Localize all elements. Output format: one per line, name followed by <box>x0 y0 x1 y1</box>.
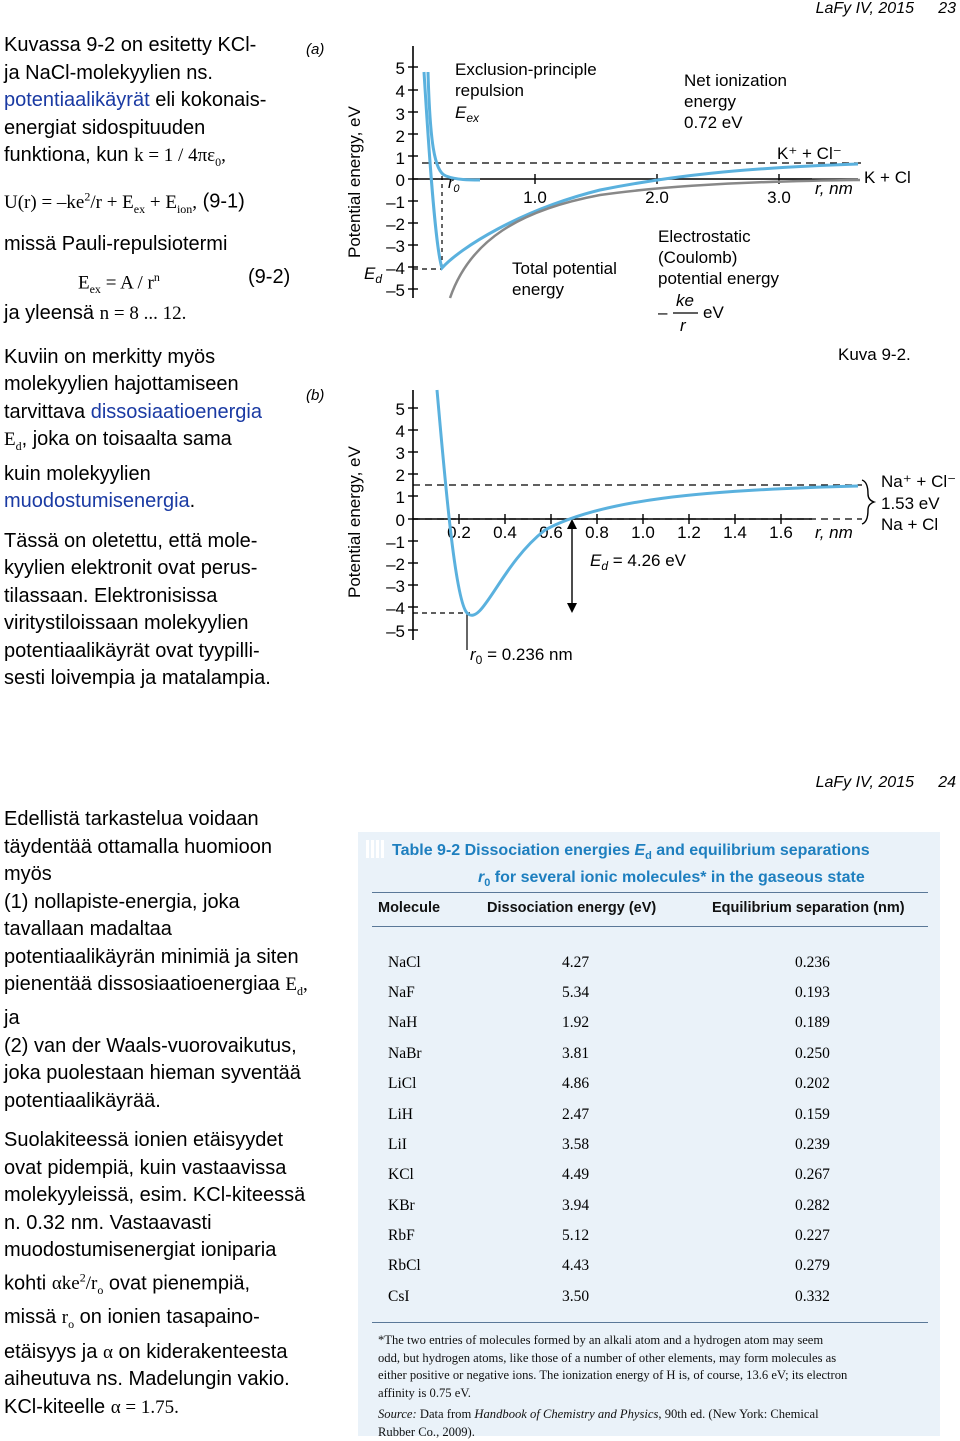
table-footnote: *The two entries of molecules formed by an alkali atom and a hydrogen atom may seem odd, but hydrogen atoms, like those of a number of other elements, may form molecules as either positive or negative ions. The ionization energy of H is, of course, 13.6 eV; its electron affinity is 0.75 eV. <box>378 1333 848 1400</box>
figure-caption: Kuva 9-2. <box>838 345 911 364</box>
title-decoration <box>366 840 386 863</box>
s2-line: n. 0.32 nm. Vastaavasti <box>4 1211 212 1234</box>
s2-line: joka puolestaan hieman syventää <box>4 1062 301 1085</box>
svg-text:energy: energy <box>512 280 564 299</box>
table-source: Source: Data from Handbook of Chemistry and Physics, 90th ed. (New York: Chemical Rubber Co., 2009). <box>378 1407 819 1439</box>
brace <box>862 480 874 524</box>
s2-line: missä $r_o$ on ionien tasapaino- <box>4 1306 260 1332</box>
b-ytick: 2 <box>395 466 405 485</box>
s2-line: tavallaan madaltaa <box>4 918 172 940</box>
equation-number-9-1: (9-1) <box>202 190 245 213</box>
nacl-potential-curve <box>437 390 858 615</box>
a-ytick: 0 <box>395 171 405 190</box>
svg-text:energy: energy <box>684 92 736 111</box>
p3-line4: $E_d$, joka on toisaalta sama <box>4 428 232 454</box>
svg-text:Eex: $E_{ex}$ <box>455 103 480 125</box>
svg-text:eV: eV <box>703 303 724 322</box>
panel-a-xunit: r, nm <box>815 179 853 198</box>
header-title: LaFy IV, 2015 <box>815 774 914 791</box>
page-number: 24 <box>938 774 956 791</box>
p1-line1: Kuvassa 9-2 on esitetty KCl- <box>4 34 257 56</box>
p1-line3: potentiaalikäyrät eli kokonais- <box>4 89 267 111</box>
s2-line: potentiaalikäyrän minimiä ja siten <box>4 945 299 968</box>
exclusion-annotation <box>455 60 597 125</box>
b-xtick: 0.2 <box>447 523 471 542</box>
b-ytick: –2 <box>386 555 405 574</box>
p4-line5: potentiaalikäyrät ovat tyypilli- <box>4 639 260 662</box>
table-rule-bottom <box>372 1322 928 1323</box>
s2-line: ja <box>4 1007 20 1030</box>
p4-line1: Tässä on oletettu, että mole- <box>4 529 258 552</box>
a-ytick: 5 <box>395 59 405 78</box>
svg-text:Total potential: Total potential <box>512 259 617 278</box>
total-potential-annotation <box>512 259 617 299</box>
p4-line3: tilassaan. Elektronisissa <box>4 584 218 607</box>
gap-label: 1.53 eV <box>881 494 940 513</box>
b-ytick: 4 <box>395 422 405 441</box>
p4-line2: kyylien elektronit ovat perus- <box>4 557 258 580</box>
b-xtick: 0.6 <box>539 523 563 542</box>
table-rule-top <box>372 892 928 893</box>
formation-energy-term: muodostumisenergia <box>4 490 190 513</box>
p3-line6: muodostumisenergia. <box>4 490 196 513</box>
a-ytick: –5 <box>386 281 405 300</box>
b-ytick: –4 <box>386 599 405 618</box>
s2-line: täydentää ottamalla huomioon <box>4 835 272 858</box>
b-xtick: 1.2 <box>677 523 701 542</box>
p3-line1: Kuviin on merkitty myös <box>4 345 216 368</box>
svg-text:(Coulomb): (Coulomb) <box>658 248 738 267</box>
slide-header <box>816 774 960 792</box>
p4-line6: sesti loivempia ja matalampia. <box>4 667 271 690</box>
p1-line4: energiat sidospituuden <box>4 116 206 139</box>
b-ytick: 3 <box>395 444 405 463</box>
s2-line: (1) nollapiste-energia, joka <box>4 890 240 913</box>
s2-line: pienentää dissosiaatioenergiaa $E_d$, <box>4 973 308 998</box>
dissociation-energy-term: dissosiaatioenergia <box>90 400 262 423</box>
p3-line5: kuin molekyylien <box>4 462 151 485</box>
page-number: 23 <box>938 0 956 17</box>
panel-b-yticks <box>386 400 405 641</box>
kcl-atoms-label: K + Cl <box>864 168 911 187</box>
b-xtick: 0.8 <box>585 523 609 542</box>
panel-a-label: (a) <box>306 41 325 58</box>
equation-number-9-2: (9-2) <box>248 266 291 289</box>
s2-line: potentiaalikäyrää. <box>4 1089 161 1112</box>
a-xtick: 3.0 <box>767 188 791 207</box>
svg-text:Exclusion-principle: Exclusion-principle <box>455 60 597 79</box>
p3-line2: molekyylien hajottamiseen <box>4 373 239 396</box>
a-ed-label: $E_d$ <box>364 264 383 286</box>
s2-line: ovat pidempiä, kuin vastaavissa <box>4 1156 287 1179</box>
a-xtick: 2.0 <box>645 188 669 207</box>
b-xtick: 1.0 <box>631 523 655 542</box>
s2-line: molekyyleissä, esim. KCl-kiteessä <box>4 1184 306 1207</box>
b-ytick: –1 <box>386 533 405 552</box>
svg-text:r: r <box>680 316 686 335</box>
s2-line: Edellistä tarkastelua voidaan <box>4 808 259 830</box>
table-title: Table 9-2 Dissociation energies $E_d$ and equilibrium separations $r_0$ for several ionic molecules* in the gaseous state <box>392 842 870 890</box>
nacl-ions-label: Na⁺ + Cl⁻ <box>881 472 957 491</box>
s2-line: Suolakiteessä ionien etäisyydet <box>4 1129 284 1152</box>
p2-line1: missä Pauli-repulsiotermi <box>4 232 228 255</box>
net-ionization-annotation <box>684 71 787 132</box>
panel-b-label: (b) <box>306 387 325 404</box>
svg-text:potential energy: potential energy <box>658 269 779 288</box>
col-header-separation: Equilibrium separation (nm) <box>712 900 905 916</box>
b-xtick: 0.4 <box>493 523 517 542</box>
p1-line2: ja NaCl-molekyylien ns. <box>4 61 213 84</box>
b-ytick: 0 <box>395 511 405 530</box>
p1-line5: funktiona, kun $k = 1 / 4\pi\varepsilon_0$, <box>4 144 226 169</box>
p3-line3: tarvittava dissosiaatioenergia <box>4 400 262 423</box>
b-xtick: 1.4 <box>723 523 747 542</box>
b-ytick: 1 <box>395 488 405 507</box>
equation-9-2: $E_{ex} = A / r^n$ (9-2) <box>78 266 291 297</box>
slide1-text <box>4 32 304 693</box>
a-r0-label: $r_0$ <box>448 175 460 195</box>
slide-23 <box>0 0 960 720</box>
a-ytick: –1 <box>386 193 405 212</box>
svg-text:Net ionization: Net ionization <box>684 71 788 90</box>
p4-line4: viritystiloissaan molekyylien <box>4 612 249 635</box>
s2-line: KCl-kiteelle α = 1.75. <box>4 1395 179 1418</box>
coulomb-constant-formula: $k = 1 / 4\pi\varepsilon_0$, <box>134 145 226 169</box>
header-title: LaFy IV, 2015 <box>815 0 914 17</box>
s2-line: (2) van der Waals-vuorovaikutus, <box>4 1034 297 1057</box>
a-ytick: –4 <box>386 259 405 278</box>
b-xtick: 1.6 <box>769 523 793 542</box>
a-ytick: 1 <box>395 149 405 168</box>
table-rule-header <box>372 926 928 927</box>
col-header-energy: Dissociation energy (eV) <box>487 900 657 916</box>
col-header-molecule: Molecule <box>378 900 441 916</box>
slide-header <box>816 0 960 18</box>
a-ytick: 3 <box>395 105 405 124</box>
nacl-atoms-label: Na + Cl <box>881 515 939 534</box>
s2-line: kohti $\alpha ke^2/r_o$ ovat pienempiä, <box>4 1270 251 1297</box>
svg-text:–: – <box>658 303 668 322</box>
panel-a-yticks <box>386 59 405 300</box>
svg-text:ke: ke <box>676 291 694 310</box>
s2-line: muodostumisenergiat ioniparia <box>4 1239 277 1262</box>
svg-text:repulsion: repulsion <box>455 81 524 100</box>
panel-b-xticks <box>447 523 793 542</box>
a-ytick: –3 <box>386 237 405 256</box>
panel-b-xunit: r, nm <box>815 523 853 542</box>
a-xtick: 1.0 <box>523 188 547 207</box>
svg-text:0.72 eV: 0.72 eV <box>684 113 743 132</box>
slide2-text <box>4 806 356 1421</box>
s2-line: myös <box>4 863 52 885</box>
slide-24 <box>0 720 960 1440</box>
svg-text:Electrostatic: Electrostatic <box>658 227 751 246</box>
panel-a-ylabel: Potential energy, eV <box>345 106 364 258</box>
b-ytick: 5 <box>395 400 405 419</box>
a-ytick: –2 <box>386 215 405 234</box>
s2-line: etäisyys ja α on kiderakenteesta <box>4 1340 288 1363</box>
total-potential-curve <box>424 72 858 268</box>
b-ytick: –5 <box>386 622 405 641</box>
p2-line2: ja yleensä n = 8 ... 12. <box>4 302 187 325</box>
b-ed-label: $E_d = 4.26$ eV <box>590 551 687 573</box>
a-ytick: 2 <box>395 127 405 146</box>
b-r0-label: $r_0 = 0.236$ nm <box>470 645 573 667</box>
panel-b-ylabel: Potential energy, eV <box>345 446 364 598</box>
figure-9-2 <box>300 20 960 700</box>
s2-line: aiheutuva ns. Madelungin vakio. <box>4 1368 290 1391</box>
b-ytick: –3 <box>386 577 405 596</box>
table-9-2: Table 9-2 Dissociation energies $E_d$ and equilibrium separations $r_0$ for several ionic molecules* in the gaseous state Molecule Dissociation energy (eV) Equilibrium separation (nm) NaCl 4.27 0.236 NaF 5.34 0.193 NaH 1.92 0.189 NaBr 3.81 0.250 LiCl 4.86 0.202 LiH 2.47 0.159 LiI 3.58 0.239 KCl 4.49 0.267 KBr 3.94 0.282 RbF 5.12 0.227 RbCl 4.43 0.279 CsI 3.50 0.332 *The two entries of molecules formed by an alkali atom and a hydrogen atom may seem odd, but hydrogen atoms, like those of a number of other elements, may form molecules as either positive or negative ions. The ionization energy of H is, of course, 13.6 eV; its electron affinity is 0.75 eV. Source: Data from Handbook of Chemistry and Physics, 90th ed. (New York: Chemical Rubber Co., 2009). <box>358 832 940 1436</box>
potential-curves-term: potentiaalikäyrät <box>4 89 150 111</box>
equation-9-1: $U(r) = -ke^2/r + E_{ex} + E_{ion}$, (9-1) <box>4 189 245 216</box>
kcl-ions-label: K⁺ + Cl⁻ <box>777 144 842 163</box>
a-ytick: 4 <box>395 82 405 101</box>
coulomb-annotation <box>658 227 779 335</box>
